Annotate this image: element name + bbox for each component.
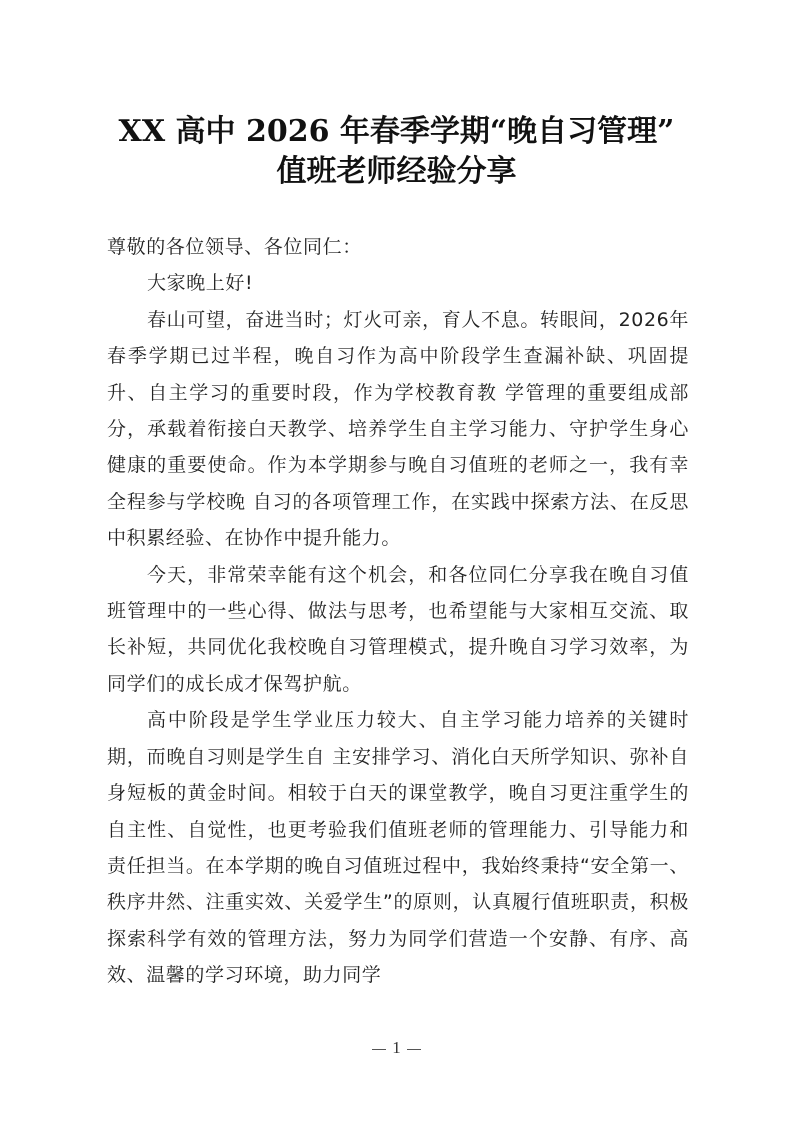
salutation: 尊敬的各位领导、各位同仁： xyxy=(107,236,362,258)
greeting: 大家晚上好! xyxy=(147,272,254,295)
page-number: 1 xyxy=(392,1038,401,1057)
document-title-line-1: XX 高中 2026 年春季学期“晚自习管理” xyxy=(118,114,675,149)
document-body xyxy=(107,229,689,994)
paragraph-principles: 高中阶段是学生学业压力较大、自主学习能力培养的关键时期，而晚自习则是学生自 主安排学习、消化白天所学知识、弥补自身短板的黄金时间。相较于白天的课堂教学，晚自习更注重学生的自主性、自觉性，也更考验我们值班老师的管理能力、引导能力和责任担当。在本学期的晚自习值班过程中，我始终秉持“安全第一、秩序井然、注重实效、关爱学生”的原则，认真履行值班职责，积极探索科学有效的管理方法，努力为同学们营造一个安静、有序、高效、温馨的学习环境，助力同学 xyxy=(107,709,689,987)
document-title-line-2: 值班老师经验分享 xyxy=(276,154,517,189)
paragraph-purpose: 今天，非常荣幸能有这个机会，和各位同仁分享我在晚自习值班管理中的一些心得、做法与思考，也希望能与大家相互交流、取长补短，共同优化我校晚自习管理模式，提升晚自习学习效率，为同学们的成长成才保驾护航。 xyxy=(107,563,689,695)
dash-left xyxy=(372,1049,386,1050)
dash-right xyxy=(407,1049,421,1050)
paragraph-opening: 春山可望，奋进当时；灯火可亲，育人不息。转眼间，2026年春季学期已过半程，晚自习作为高中阶段学生查漏补缺、巩固提升、自主学习的重要时段，作为学校教育教 学管理的重要组成部分，承载着衔接白天教学、培养学生自主学习能力、守护学生身心健康的重要使命。作为本学期参与晚自习值班的老师之一，我有幸全程参与学校晚 自习的各项管理工作，在实践中探索方法、在反思中积累经验、在协作中提升能力。 xyxy=(107,308,689,550)
page-footer xyxy=(0,1038,793,1058)
